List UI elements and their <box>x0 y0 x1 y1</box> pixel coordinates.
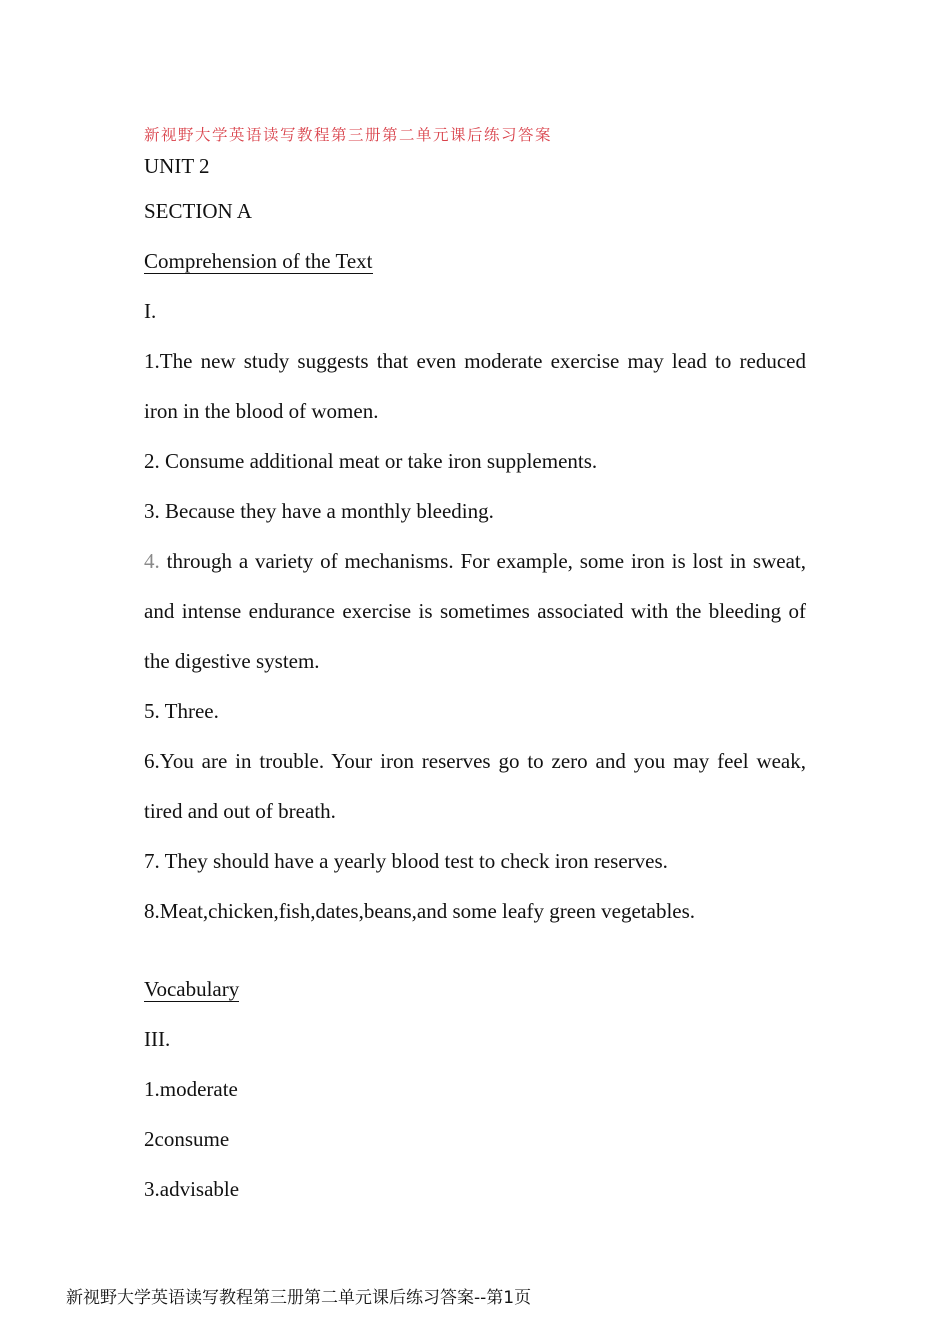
vocabulary-answer-3: 3.advisable <box>144 1177 240 1201</box>
document-title-cn: 新视野大学英语读写教程第三册第二单元课后练习答案 <box>144 126 553 144</box>
comprehension-answer-3: 3. Because they have a monthly bleeding. <box>144 499 494 523</box>
comprehension-heading-row <box>144 236 806 286</box>
answer-4-number: 4. <box>144 549 160 573</box>
comprehension-answer-7: 7. They should have a yearly blood test to check iron reserves. <box>144 849 668 873</box>
comprehension-part-label: I. <box>144 299 157 323</box>
vocabulary-heading: Vocabulary <box>144 977 240 1001</box>
comprehension-answer-5: 5. Three. <box>144 699 219 723</box>
answer-4-text: through a variety of mechanisms. For example, some iron is lost in sweat, and intense endurance exercise is sometimes associated with the bleeding of the digestive system. <box>144 549 806 673</box>
comprehension-answer-8: 8.Meat,chicken,fish,dates,beans,and some leafy green vegetables. <box>144 899 696 923</box>
comprehension-answer-1: 1.The new study suggests that even moderate exercise may lead to reduced iron in the blood of women. <box>144 349 806 423</box>
comprehension-answer-6: 6.You are in trouble. Your iron reserves go to zero and you may feel weak, tired and out of breath. <box>144 749 806 823</box>
page-footer: 新视野大学英语读写教程第三册第二单元课后练习答案--第1页 <box>66 1288 532 1308</box>
vocabulary-heading-row <box>144 964 806 1014</box>
comprehension-answer-2: 2. Consume additional meat or take iron supplements. <box>144 449 598 473</box>
section-heading: SECTION A <box>144 199 252 223</box>
vocabulary-answer-2: 2consume <box>144 1127 230 1151</box>
vocabulary-answer-1: 1.moderate <box>144 1077 238 1101</box>
comprehension-heading: Comprehension of the Text <box>144 249 373 273</box>
spacer <box>144 936 806 964</box>
unit-heading: UNIT 2 <box>144 154 210 178</box>
document-content <box>144 124 806 1214</box>
vocabulary-part-label: III. <box>144 1027 171 1051</box>
comprehension-answer-4 <box>144 536 806 686</box>
